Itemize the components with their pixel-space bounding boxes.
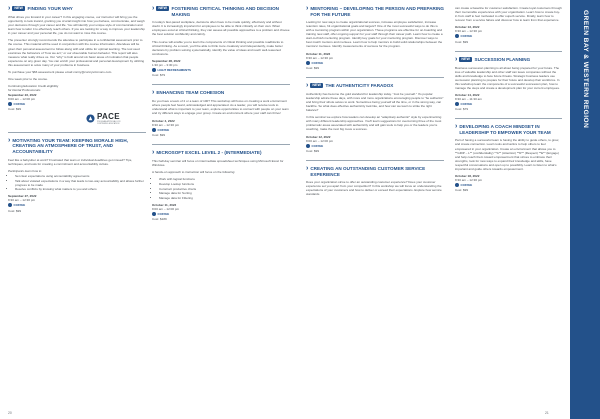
- course-time: 8:30 am – 12:30 pm: [306, 55, 334, 60]
- course-header: [152, 150, 290, 156]
- pace-subtitle: CONTINUING EDUCATION: [97, 122, 120, 125]
- course-coach-mindset: [455, 124, 562, 192]
- course-header: [306, 166, 444, 177]
- course-motivating-your-team: [8, 138, 146, 213]
- course-date: October 11, 2022: [152, 202, 177, 207]
- new-badge: NEW: [312, 82, 322, 87]
- course-mentoring: [306, 6, 444, 70]
- chevron-right-icon: ›: [152, 148, 155, 156]
- chevron-right-icon: ›: [8, 5, 11, 12]
- course-description: Authenticity has become the gold standard for leadership today. "Just be yourself." It's popular leadership advice these days, with more and more organizations encouraging people to "be authentic" and bring their whole selves to work. Sometimes being yourself all the time, or in the wrong way, can backfire. So what does effective authenticity look like, and how can we learn to strike the right balance?: [306, 91, 444, 113]
- course-date: October 11, 2022: [306, 51, 331, 56]
- coffee-icon: [306, 144, 310, 148]
- pace-mark-icon: [86, 114, 95, 123]
- list-item: • Work with logical functions: [159, 177, 290, 181]
- course-note: To purchase your $66 assessment please email conny@connysimmons.com.: [8, 69, 113, 74]
- coffee-icon: [152, 128, 156, 132]
- page-number-right: 21: [545, 411, 549, 415]
- course-date: October 12, 2022: [306, 134, 331, 139]
- course-description: Business succession planning is all about being prepared for your future. The loss of valuable leadership and other staff can leave companies without the skills and knowledge to face future threats. Strategic business leaders use succession planning to prepare for their future and develop their workforce. In this workshop learn the components of a successful succession plan, how to manage the steps and create a development plan for your current employees.: [455, 65, 560, 90]
- format-tag: [8, 203, 25, 207]
- course-date: October 13, 2022: [455, 25, 480, 30]
- course-description: Feel like a babysitter at work? Frustrated that team or individual deadlines get missed? Tips, techniques, and tools for creating a commitment and accountability culture.: [8, 157, 133, 166]
- divider: [306, 160, 444, 161]
- pace-wordmark: PACE: [97, 111, 120, 121]
- format-label: COFFEE: [460, 183, 473, 188]
- course-date: September 27, 2022: [8, 194, 37, 199]
- course-title: SUCCESSION PLANNING: [474, 56, 531, 62]
- course-title: MENTORING – DEVELOPING THE PERSON AND PREPARING FOR THE FUTURE: [310, 6, 445, 17]
- course-cost: Cost: $99: [152, 132, 166, 137]
- course-description: can create a baseline for customer satisfaction. Create loyal customers through their memorable experiences with your organization. Learn how to create buy-in from staff to feel motivated to offer superb service. Finally, learn how to recover from a service failure and discover how to learn from that experience.: [455, 6, 562, 23]
- course-description: Do you have a team of 2 or a team of 100? This workshop will focus on creating a work environment where people feel heard, acknowledged and appreciated. As a leader, you will receive tools to understand what is important to your team, explore opportunities to connect with people on your team and try different ways to engage your group. Create an environment where your staff can thrive!: [152, 99, 289, 116]
- region-title: GREEN BAY & WESTERN REGION: [582, 10, 589, 129]
- course-title: FOSTERING CRITICAL THINKING AND DECISION MAKING: [171, 6, 279, 17]
- coffee-icon: [152, 212, 156, 216]
- course-header: [455, 124, 562, 135]
- course-cost: Cost: $99: [8, 208, 22, 213]
- course-finding-your-why: [8, 6, 146, 125]
- divider: [306, 77, 444, 78]
- format-label: COFFEE: [460, 102, 473, 107]
- course-cost: Cost: $79: [455, 107, 469, 112]
- course-header: [306, 6, 444, 17]
- course-excel-level-2: [152, 150, 290, 221]
- coffee-icon: [306, 61, 310, 65]
- course-cost: Cost: $99: [8, 106, 22, 111]
- course-time: 8:00 am – 12:00 pm: [306, 138, 334, 143]
- format-tag: [152, 68, 191, 72]
- column-1: [8, 6, 146, 220]
- course-time: 8:30 am – 12:30 pm: [455, 29, 483, 34]
- format-label: COFFEE: [157, 211, 170, 216]
- list-item: • Talk about violated expectations in a way that leads to two-way accountability and allows further progress to be made: [15, 179, 146, 187]
- course-title: THE AUTHENTICITY PARADOX: [325, 82, 394, 88]
- list-item: • Resolve conflicts by knowing what matters to you and others: [15, 187, 146, 191]
- course-date: October 14, 2022: [455, 93, 480, 98]
- course-header: [8, 6, 146, 12]
- divider: [455, 118, 562, 119]
- divider: [152, 144, 290, 145]
- course-time: 8:30 am – 12:30 pm: [455, 178, 483, 183]
- chevron-right-icon: ›: [455, 123, 458, 131]
- participants-heading: Participants learn how to: [8, 168, 42, 173]
- format-tag: [306, 61, 323, 65]
- course-description: Part of having a successful team is having the ability to guide others, to grow, and create connection. Learn tools and tactics to help others to feel empowered in your organization. Create an environment that allows you to **GRIP – L** (confidentiality) **A** (Attention) **R** (Respect) **E** (Engage) and help coach them toward empowerment that strives to embrace their strengths, look for new ways to expand their knowledge and skills, have respectful conversations and open up to possibility. Learn to listen to what's important and guide others towards empowerment.: [455, 138, 559, 171]
- ce-credit: Continuing Education Credit eligibility: [8, 84, 59, 89]
- format-label: COFFEE: [311, 143, 324, 148]
- course-header: [306, 83, 444, 89]
- course-header: [8, 138, 146, 155]
- course-title: ENHANCING TEAM COHESION: [156, 90, 225, 96]
- course-description: In this seminar we explore how leaders can develop an "adaptively authentic" style by experimenting with many different leadership approaches. You'll learn suggestions for overcoming three of the most problematic areas associated with authenticity and will gain tools to help you or the leaders you're coaching, make the next big move a success.: [306, 115, 442, 132]
- course-description: A hands-on approach to instruction will focus on the following:: [152, 170, 236, 174]
- course-cost: Cost: $99: [455, 39, 469, 44]
- list-item: • Develop Lookup functions: [159, 182, 290, 186]
- format-tag: [8, 102, 25, 106]
- chevron-right-icon: ›: [306, 164, 309, 172]
- course-title: MICROSOFT EXCEL LEVEL 2 - (INTERMEDIATE): [156, 149, 262, 155]
- format-tag: [152, 212, 169, 216]
- course-date: September 23, 2022: [8, 92, 37, 97]
- course-succession-planning: [455, 57, 562, 112]
- course-header: [152, 6, 290, 17]
- chevron-right-icon: ›: [152, 5, 155, 12]
- format-tag: [455, 102, 472, 106]
- course-title: MOTIVATING YOUR TEAM: KEEPING MORALE HIGH, CREATING AN ATMOSPHERE OF TRUST, AND ACCOUNTABILITY: [12, 137, 128, 155]
- course-description: Looking for new ways to create organizational success, increase employee satisfaction, increase retention rates, hit organizational goals and targets? One of the most successful ways to do this is with a mentoring program within your organization. These programs are effective for on-boarding and training new staff, offer ongoing support for your staff through their career path. Learn how to create a start-to-finish mentoring program. Identify key goals for your mentoring program. Discover ways to best match mentors and mentees. Learn how to help mentors to build solid relationships between the mentors/ mentees. Identify measurements of success for the program.: [306, 20, 443, 49]
- format-tag: [306, 144, 323, 148]
- course-time: 8:30 am – 11:30 am: [455, 97, 482, 102]
- course-time: 8:00 am – 12:00 pm: [8, 96, 36, 101]
- column-3: [306, 6, 444, 203]
- pace-subtitle: PROGRAM APPROVAL FOR: [97, 120, 121, 123]
- course-cost: Cost: $99: [455, 188, 469, 193]
- format-label: COFFEE: [157, 127, 170, 132]
- course-description: Does your organization strive to offer an outstanding customer experience? Does your customer experience set you apart from your competition? In this workshop we will focus on understanding the expectations of your customers and how to deliver or exceed their expectations. Explore how service standards: [306, 180, 442, 197]
- course-cost: Cost: $79: [152, 73, 166, 78]
- course-customer-service: [306, 166, 444, 196]
- format-label: COFFEE: [311, 60, 324, 65]
- course-cost: Cost: $99: [306, 148, 320, 153]
- course-customer-service-continued: [455, 6, 562, 44]
- list-item: • Set clear expectations using accountability agreements: [15, 174, 146, 178]
- chevron-right-icon: ›: [8, 136, 11, 144]
- coffee-icon: [455, 183, 459, 187]
- course-description: What drives you forward in your career? In this engaging course, our instructor will bring you the opportunity to look inward, granting you crucial insight into how you behave, communicate, and weigh your decisions through your career and life. You will identify your unique style of communication and learn how to tailor it to effectively reach others. If you are looking for a way to improve your leadership in your career and your personal life, you do not want to miss this course.: [8, 15, 145, 36]
- coffee-icon: [8, 203, 12, 207]
- coffee-icon: [455, 102, 459, 106]
- list-item: • Manage data for Sorting: [159, 191, 290, 195]
- new-badge: NEW: [158, 6, 168, 10]
- course-title: CREATING AN OUTSTANDING CUSTOMER SERVICE EXPERIENCE: [310, 165, 426, 177]
- course-note: One week prior to the course.: [8, 77, 48, 82]
- course-time: 1:30 pm – 3:30 pm: [152, 62, 178, 67]
- course-header: [152, 90, 290, 96]
- course-header: [455, 57, 562, 63]
- course-cost: Cost: $189: [152, 217, 167, 221]
- course-description: This half-day seminar will focus on intermediate spreadsheet techniques using Microsoft Excel for Windows.: [152, 158, 284, 167]
- course-description: This course will enable you to learn the components of critical thinking and possible roadblocks to critical thinking. As a result, you'll be able to think more creatively and independently, make better decisions by problem solving systematically, identify the value of ideas and reach well-reasoned conclusions.: [152, 39, 284, 56]
- learning-list: [8, 174, 146, 191]
- coffee-icon: [8, 102, 12, 106]
- course-time: 8:30 am – 12:30 pm: [152, 122, 180, 127]
- new-badge: NEW: [461, 56, 471, 61]
- column-4: [455, 6, 562, 199]
- pace-logo: [86, 113, 146, 125]
- course-description: The presenter strongly recommends the attendee to participate in a confidential assessment prior to the course. This material will be used in conjunction with the course information. Attendees will be given their personal assessment to follow along with and utilize for optimal learning. The tool used examines the behaviors of "how we act," or our observable human behavior. This report will also measure what really drives us. Our "why" is built around six basic areas of motivation that people experience on any given day. You can enrich your professional and personal development by utilizing this assessment to solve many of your problems in business.: [8, 38, 145, 67]
- topic-list: [152, 177, 290, 200]
- coffee-icon: [455, 34, 459, 38]
- ce-credit-audience: for Dental Professionals: [8, 88, 41, 93]
- course-title: DEVELOPING A COACH MINDSET IN LEADERSHIP TO EMPOWER YOUR TEAM: [459, 124, 551, 135]
- format-label: COFFEE: [460, 34, 473, 39]
- course-date: September 28, 2022: [152, 58, 181, 63]
- course-title: FINDING YOUR WHY: [27, 6, 73, 11]
- course-description: In today's fast-paced workplace, decisions often have to be made quickly, effectively and without doubt. It is increasingly important for employees to be able to think critically on their own. When employees excel at critical thinking, they can assess all possible approaches to a problem and choose the best solution confidently and calmly.: [152, 20, 290, 37]
- course-critical-thinking: [152, 6, 290, 77]
- chevron-right-icon: ›: [306, 5, 309, 12]
- course-authenticity-paradox: [306, 83, 444, 153]
- course-cost: Cost: $99: [306, 65, 320, 70]
- course-time: 8:00 am – 12:00 pm: [152, 206, 180, 211]
- refreshments-icon: [152, 68, 156, 72]
- chevron-right-icon: ›: [152, 89, 155, 97]
- course-date: October 18, 2022: [455, 174, 480, 178]
- course-time: 8:30 am – 12:30 pm: [8, 198, 36, 203]
- format-tag: [455, 34, 472, 38]
- pace-text: [97, 113, 120, 125]
- format-tag: [455, 183, 472, 187]
- region-side-banner: [570, 0, 600, 419]
- divider: [8, 132, 146, 133]
- chevron-right-icon: ›: [306, 81, 309, 89]
- list-item: • Construct productive charts: [159, 187, 290, 191]
- chevron-right-icon: ›: [455, 55, 458, 63]
- format-label: COFFEE: [13, 203, 26, 208]
- format-label: COFFEE: [13, 101, 26, 106]
- format-tag: [152, 128, 169, 132]
- divider: [455, 51, 562, 52]
- course-date: October 4, 2022: [152, 118, 175, 123]
- course-team-cohesion: [152, 90, 290, 137]
- new-badge: NEW: [14, 6, 24, 10]
- page-number-left: 20: [8, 411, 12, 415]
- divider: [152, 84, 290, 85]
- format-label: LIGHT REFRESHMENTS: [157, 68, 191, 73]
- list-item: • Manage data for Filtering: [159, 196, 290, 200]
- column-2: [152, 6, 290, 228]
